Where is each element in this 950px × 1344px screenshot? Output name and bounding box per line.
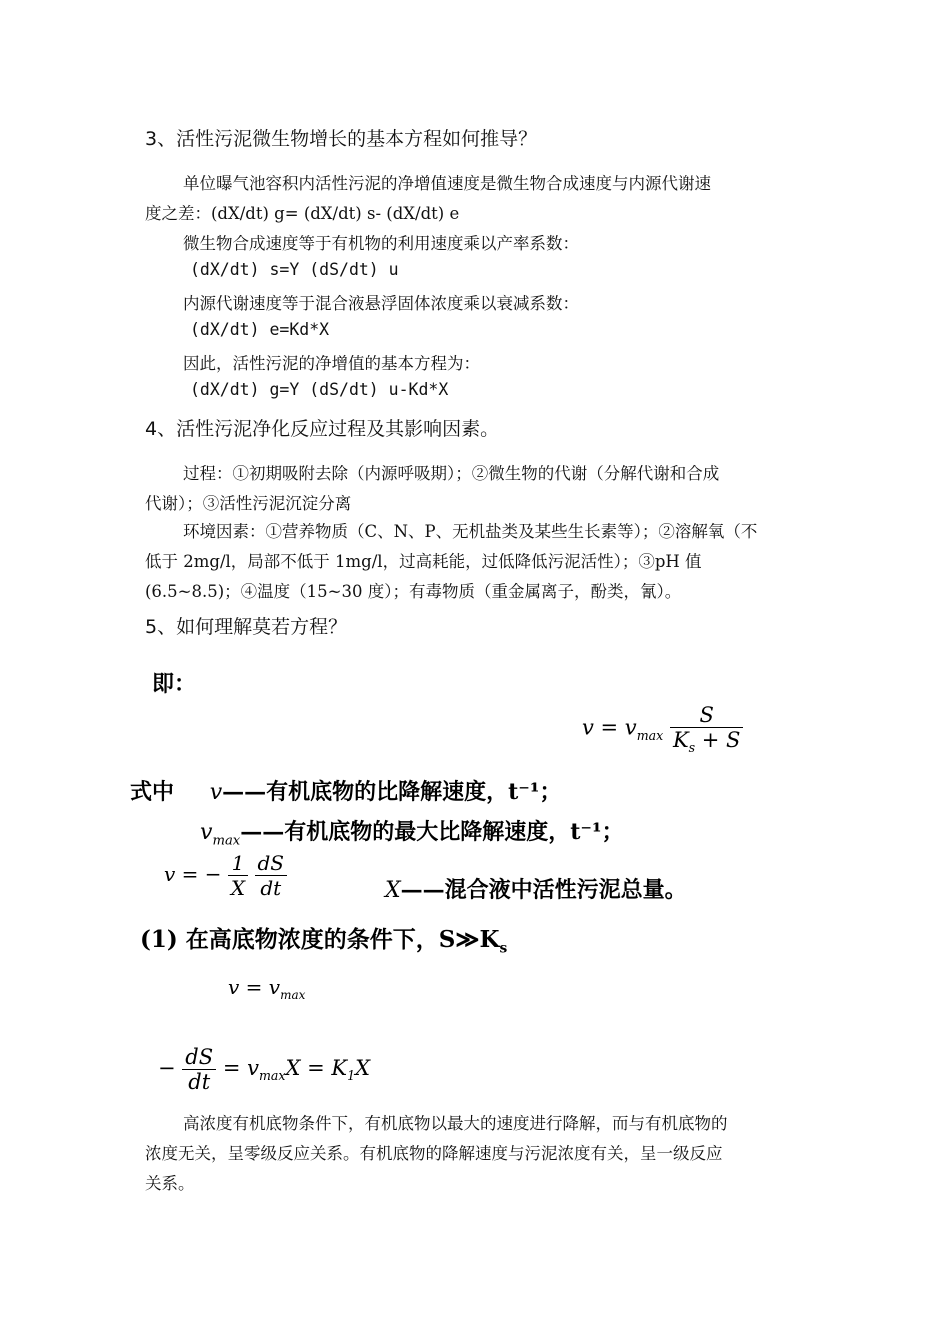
q3-paragraph-2: 微生物合成速度等于有机物的利用速度乘以产率系数： — [183, 234, 579, 253]
scan-x-definition: X——混合液中活性污泥总量。 — [385, 877, 687, 903]
scan-case1-text: (1) 在高底物浓度的条件下，S≫K — [140, 926, 500, 953]
scan-vmax-def-text: ——有机底物的最大比降解速度，t⁻¹； — [240, 819, 624, 845]
scan-v-def-text: ——有机底物的比降解速度，t⁻¹； — [222, 779, 562, 805]
q3-paragraph-4: 因此，活性污泥的净增值的基本方程为： — [183, 354, 480, 373]
q5-paragraph-1a: 高浓度有机底物条件下，有机底物以最大的速度进行降解，而与有机底物的 — [183, 1114, 728, 1133]
q3-paragraph-1a: 单位曝气池容积内活性污泥的净增值速度是微生物合成速度与内源代谢速 — [183, 174, 711, 193]
q4-paragraph-1a: 过程：①初期吸附去除（内源呼吸期）；②微生物的代谢（分解代谢和合成 — [183, 464, 720, 483]
q4-paragraph-2b: 低于 2mg/l，局部不低于 1mg/l，过高耗能，过低降低污泥活性）；③pH 值 — [145, 552, 702, 571]
scan-v-rate-formula: v = − $\frac{1}{X}$ $\frac{dS}{dt}$ — [164, 851, 287, 900]
q3-equation-3: (dX/dt) g=Y (dS/dt) u-Kd*X — [190, 380, 449, 399]
heading-q4: 4、活性污泥净化反应过程及其影响因素。 — [145, 418, 500, 440]
scan-shizhong-label: 式中 — [130, 779, 175, 805]
heading-q3: 3、活性污泥微生物增长的基本方程如何推导？ — [145, 128, 538, 150]
monod-formula: $v = v_{max}$ $\frac{S}{K_s + S}$ — [582, 703, 743, 755]
q3-paragraph-1b: 度之差：(dX/dt) g= (dX/dt) s- (dX/dt) e — [145, 204, 460, 223]
q5-paragraph-1c: 关系。 — [145, 1174, 195, 1193]
heading-q5: 5、如何理解莫若方程？ — [145, 616, 348, 638]
scan-v-definition: 式中 v——有机底物的比降解速度，t⁻¹； — [130, 779, 562, 805]
scan-case1-sub: s — [499, 940, 508, 957]
q4-paragraph-2a: 环境因素：①营养物质（C、N、P、无机盐类及某些生长素等）；②溶解氧（不 — [183, 522, 758, 541]
q3-equation-1: (dX/dt) s=Y (dS/dt) u — [190, 260, 399, 279]
q4-paragraph-2c: (6.5~8.5)；④温度（15~30 度）；有毒物质（重金属离子，酚类，氰）。 — [145, 582, 682, 601]
scan-ji-label: 即： — [152, 671, 197, 697]
q3-paragraph-3: 内源代谢速度等于混合液悬浮固体浓度乘以衰减系数： — [183, 294, 579, 313]
q4-paragraph-1b: 代谢）；③活性污泥沉淀分离 — [145, 494, 352, 513]
q5-paragraph-1b: 浓度无关，呈零级反应关系。有机底物的降解速度与污泥浓度有关，呈一级反应 — [145, 1144, 723, 1163]
scan-vmax-formula: $v = v_{max}$ — [228, 975, 306, 1002]
q3-equation-2: (dX/dt) e=Kd*X — [190, 320, 330, 339]
scan-x-def-text: ——混合液中活性污泥总量。 — [400, 877, 687, 903]
monod-equation-scan — [130, 655, 800, 1100]
scan-vmax-definition: $v_{max}——$有机底物的最大比降解速度，t⁻¹； — [200, 819, 624, 849]
scan-ds-formula: − $\frac{dS}{dt}$ = $v_{max}X = K_1X$ — [158, 1045, 371, 1094]
scan-case1 — [140, 921, 507, 957]
